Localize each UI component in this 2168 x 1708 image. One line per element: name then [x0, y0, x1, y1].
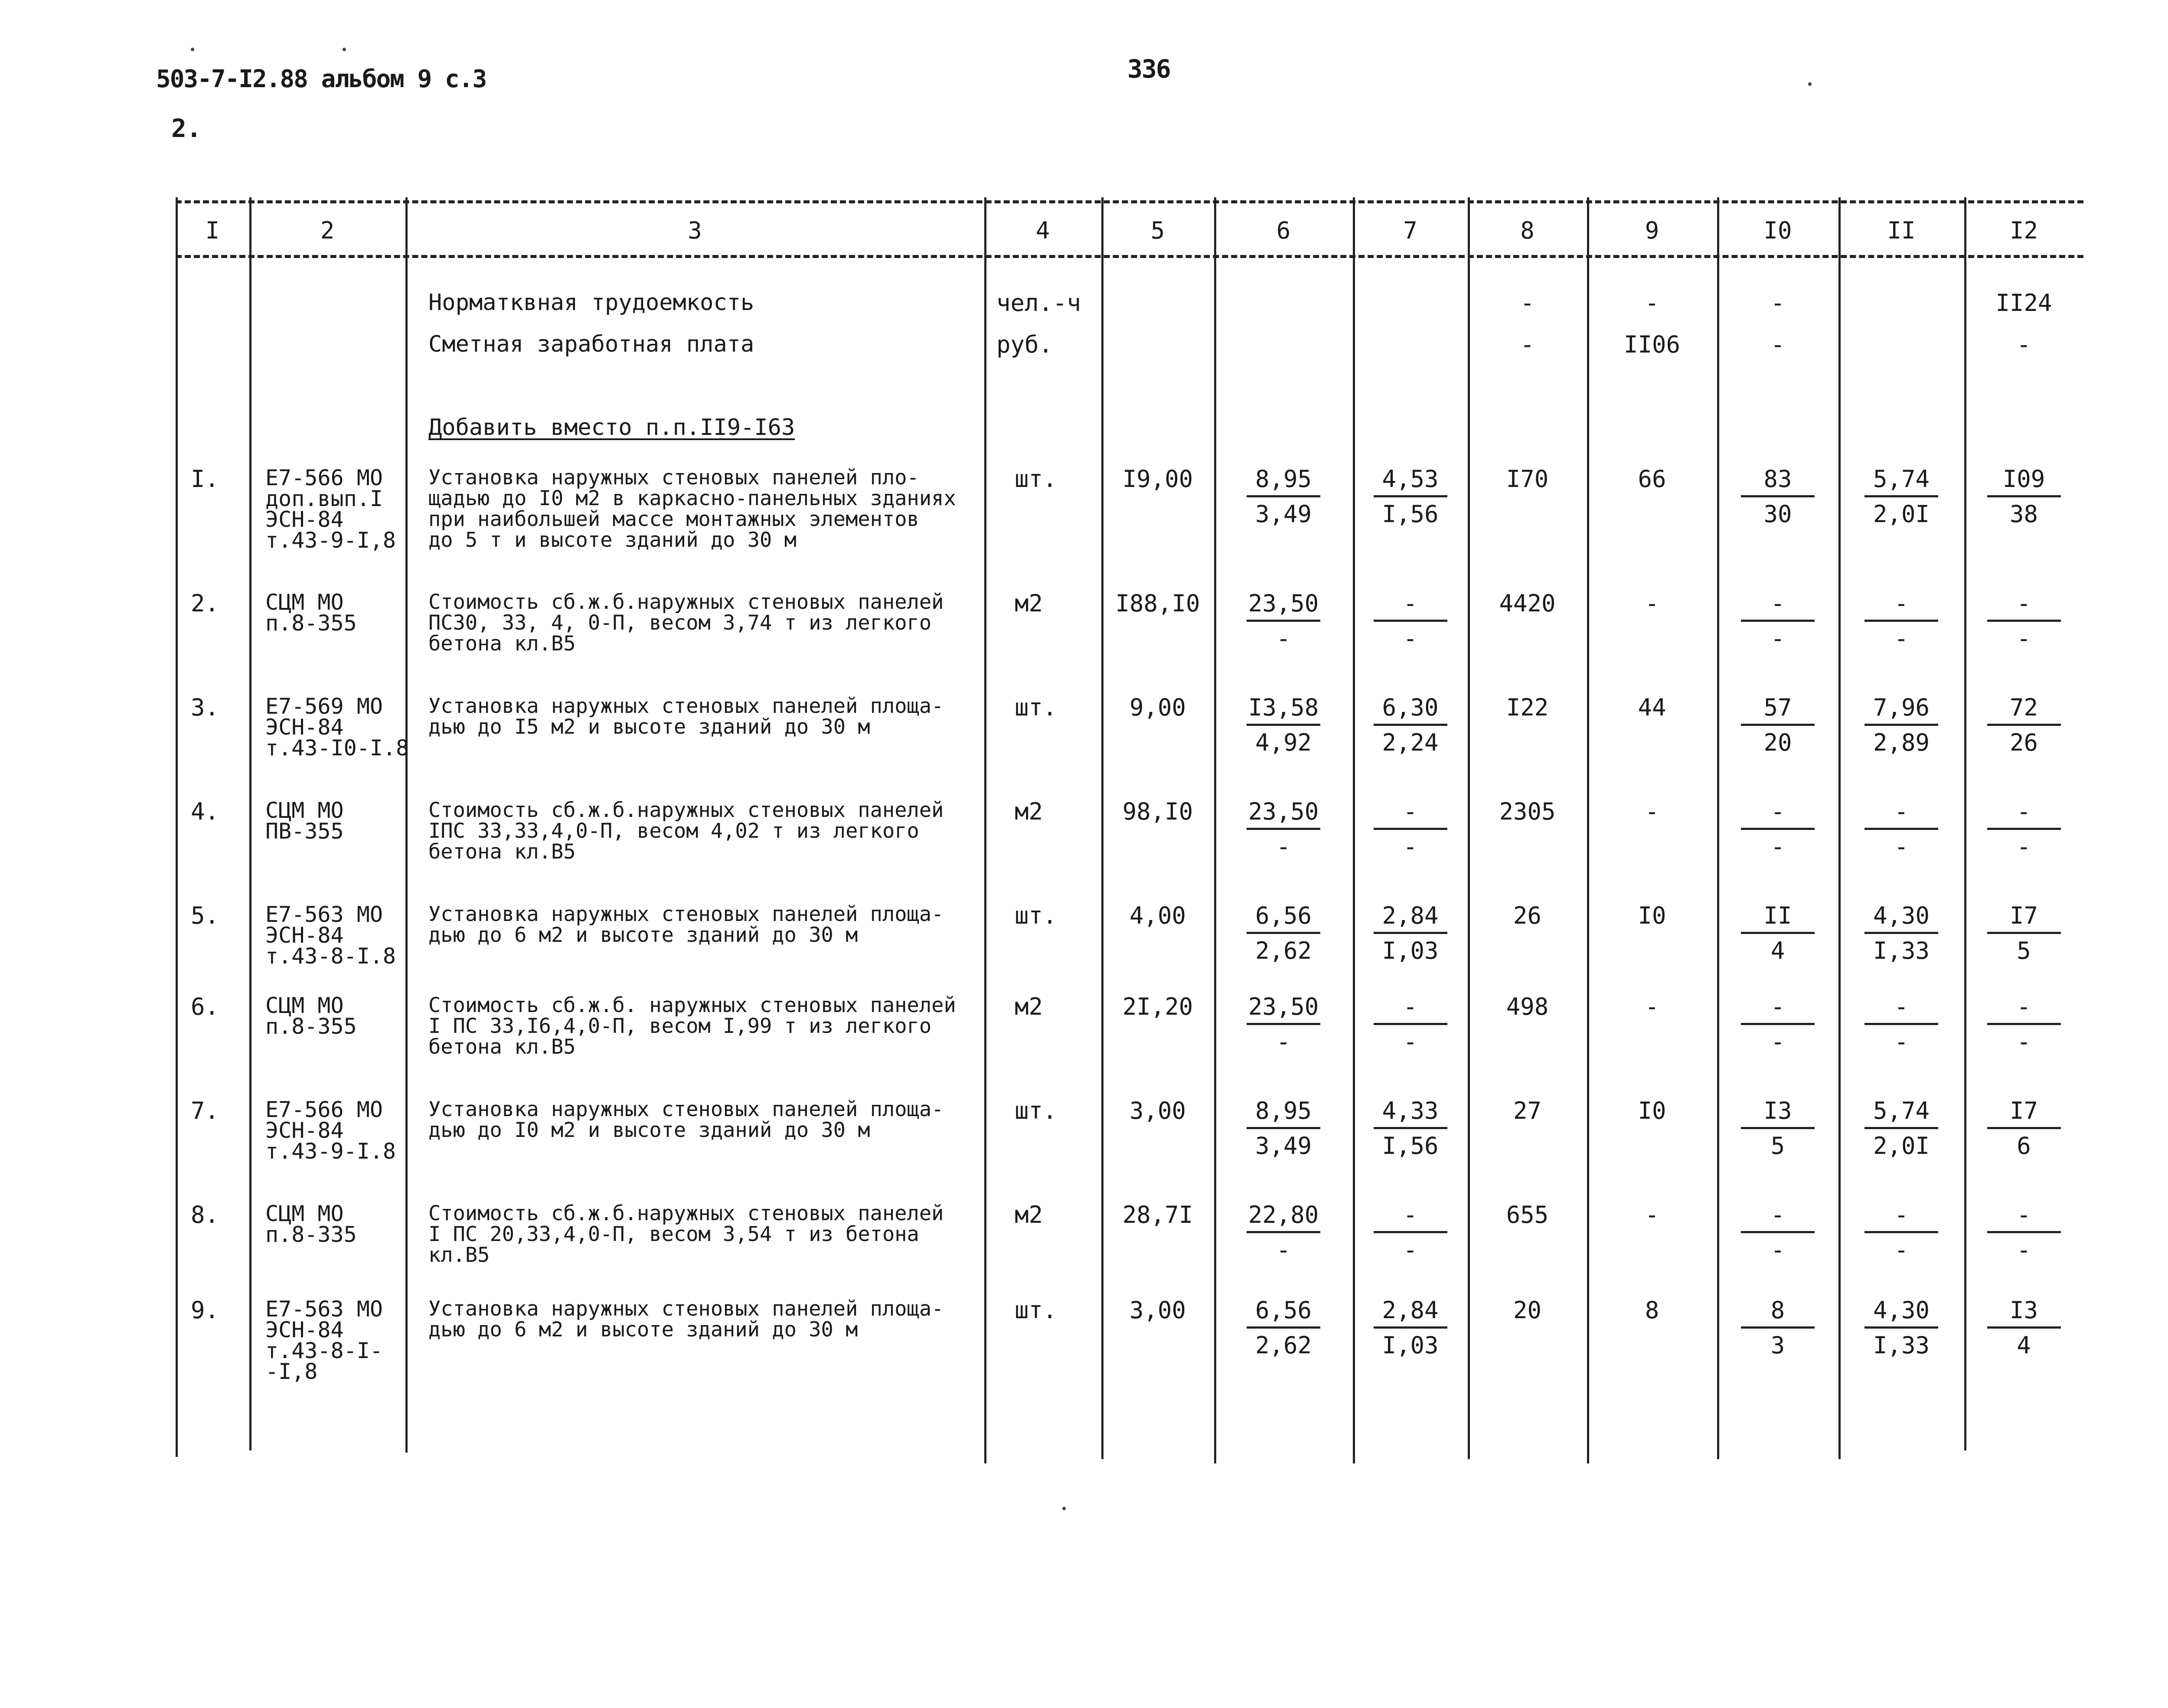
row-col12-denominator: - — [2017, 1236, 2031, 1264]
row-col12-numerator: 72 — [1987, 696, 2061, 726]
row-col12 — [1987, 592, 2061, 652]
row-number: 9. — [191, 1297, 219, 1324]
row-quantity: 28,7I — [1122, 1201, 1193, 1228]
row-col6-denominator: - — [1276, 625, 1291, 652]
row-col10 — [1741, 467, 1815, 528]
row-code: СЦМ МО ПВ-355 — [265, 798, 344, 844]
row-col11-denominator: 2,0I — [1873, 1132, 1930, 1159]
row-col11 — [1864, 696, 1938, 756]
row-col7 — [1374, 800, 1447, 860]
summary-col10: - — [1770, 331, 1785, 358]
summary-label: Норматквная трудоемкость — [428, 290, 754, 316]
row-col11 — [1864, 1099, 1938, 1159]
column-number: II — [1887, 217, 1916, 244]
row-col10-denominator: 30 — [1763, 500, 1792, 528]
row-col10-denominator: 4 — [1770, 937, 1785, 964]
row-unit: шт. — [1015, 902, 1057, 929]
row-col7-denominator: - — [1403, 1236, 1417, 1264]
row-col11-denominator: - — [1894, 1028, 1909, 1055]
row-col10 — [1741, 696, 1815, 756]
row-col12 — [1987, 904, 2061, 964]
row-col7 — [1374, 1203, 1447, 1264]
row-col9: I0 — [1638, 1097, 1666, 1124]
row-col11 — [1864, 467, 1938, 528]
row-unit: шт. — [1015, 1297, 1057, 1324]
row-col10-denominator: - — [1770, 625, 1785, 652]
row-col9: - — [1645, 993, 1659, 1020]
row-col12 — [1987, 1203, 2061, 1264]
row-col11-numerator: 4,30 — [1864, 1299, 1938, 1329]
row-col7-denominator: - — [1403, 1028, 1417, 1055]
row-col8: 498 — [1506, 993, 1549, 1020]
column-number: 6 — [1276, 217, 1291, 244]
row-quantity: I9,00 — [1122, 465, 1193, 493]
row-col7-denominator: 2,24 — [1382, 729, 1439, 756]
row-description: Стоимость сб.ж.б.наружных стеновых панелей ПС30, 33, 4, 0-П, весом 3,74 т из легкого бетона кл.В5 — [428, 590, 944, 656]
row-col6-numerator: I3,58 — [1247, 696, 1320, 726]
row-col7 — [1374, 696, 1447, 756]
row-col11-numerator: - — [1864, 800, 1938, 830]
column-number: 2 — [320, 217, 335, 244]
column-number: 7 — [1403, 217, 1417, 244]
row-col6-numerator: 6,56 — [1247, 904, 1320, 934]
document-code: 503-7-I2.88 альбом 9 с.3 — [156, 65, 486, 93]
row-col11 — [1864, 1299, 1938, 1359]
column-number: 4 — [1035, 217, 1050, 244]
row-col7-denominator: - — [1403, 833, 1417, 860]
row-col10-denominator: 5 — [1770, 1132, 1785, 1159]
row-col12-denominator: - — [2017, 625, 2031, 652]
row-col6-numerator: 23,50 — [1247, 592, 1320, 622]
row-col8: 20 — [1513, 1297, 1542, 1324]
row-col10-denominator: - — [1770, 1028, 1785, 1055]
scan-speck — [1808, 82, 1812, 86]
row-col12-denominator: 26 — [2009, 729, 2038, 756]
row-code: Е7-563 МО ЭСН-84 т.43-8-I.8 — [265, 902, 396, 969]
row-col6-numerator: 6,56 — [1247, 1299, 1320, 1329]
row-col6 — [1247, 592, 1320, 652]
row-col11-numerator: 4,30 — [1864, 904, 1938, 934]
row-col7 — [1374, 1099, 1447, 1159]
row-col11-denominator: 2,0I — [1873, 500, 1930, 528]
row-description: Установка наружных стеновых панелей пло- щадью до I0 м2 в каркасно-панельных зданиях при наибольшей массе монтажных элементов до 5 т и высоте зданий до 30 м — [428, 466, 956, 552]
row-col6 — [1247, 1203, 1320, 1264]
row-quantity: 2I,20 — [1122, 993, 1193, 1020]
row-quantity: 3,00 — [1129, 1297, 1186, 1324]
row-col12-denominator: - — [2017, 833, 2031, 860]
row-code: Е7-566 МО доп.вып.I ЭСН-84 т.43-9-I,8 — [265, 465, 396, 553]
row-col11-numerator: - — [1864, 1203, 1938, 1233]
row-col10-denominator: 3 — [1770, 1332, 1785, 1359]
row-col7-denominator: I,56 — [1382, 500, 1439, 528]
row-col10-denominator: 20 — [1763, 729, 1792, 756]
row-number: 2. — [191, 590, 219, 617]
section-number: 2. — [171, 114, 202, 143]
row-col7-numerator: 4,53 — [1374, 467, 1447, 497]
row-col12-denominator: 6 — [2017, 1132, 2031, 1159]
row-number: 7. — [191, 1097, 219, 1124]
column-number: 3 — [688, 217, 702, 244]
row-col12-numerator: - — [1987, 1203, 2061, 1233]
row-col12-denominator: 38 — [2009, 500, 2038, 528]
row-col12-denominator: 4 — [2017, 1332, 2031, 1359]
row-quantity: 9,00 — [1129, 694, 1186, 721]
column-number: 8 — [1520, 217, 1535, 244]
row-col12 — [1987, 995, 2061, 1055]
column-divider — [405, 197, 408, 1453]
row-col6-numerator: 8,95 — [1247, 1099, 1320, 1129]
row-col8: 2305 — [1499, 798, 1556, 825]
row-col11 — [1864, 904, 1938, 964]
row-code: СЦМ МО п.8-335 — [265, 1201, 357, 1247]
row-col11 — [1864, 800, 1938, 860]
row-unit: шт. — [1015, 465, 1057, 493]
row-col6 — [1247, 1299, 1320, 1359]
row-col6-numerator: 23,50 — [1247, 995, 1320, 1025]
row-number: 4. — [191, 798, 219, 825]
row-col12 — [1987, 696, 2061, 756]
row-col7-numerator: 4,33 — [1374, 1099, 1447, 1129]
column-number: I2 — [2009, 217, 2038, 244]
row-unit: м2 — [1015, 590, 1043, 617]
row-code: Е7-566 МО ЭСН-84 т.43-9-I.8 — [265, 1097, 396, 1164]
row-col6-denominator: 4,92 — [1255, 729, 1312, 756]
row-col10-numerator: I3 — [1741, 1099, 1815, 1129]
row-col10 — [1741, 904, 1815, 964]
row-col8: 655 — [1506, 1201, 1549, 1228]
row-col11-numerator: 5,74 — [1864, 467, 1938, 497]
row-quantity: 4,00 — [1129, 902, 1186, 929]
column-divider — [176, 197, 178, 1457]
section-title: Добавить вместо п.п.II9-I63 — [428, 415, 795, 441]
header-top-rule — [176, 200, 2083, 203]
row-number: I. — [191, 465, 219, 493]
row-col9: - — [1645, 798, 1659, 825]
row-col12-numerator: - — [1987, 995, 2061, 1025]
row-col9: - — [1645, 590, 1659, 617]
row-col10 — [1741, 1099, 1815, 1159]
summary-col10: - — [1770, 289, 1785, 317]
row-col12 — [1987, 1299, 2061, 1359]
row-col8: 4420 — [1499, 590, 1556, 617]
column-divider — [1101, 197, 1104, 1459]
row-col11 — [1864, 1203, 1938, 1264]
summary-col8: - — [1520, 331, 1535, 358]
row-col7-numerator: - — [1374, 800, 1447, 830]
row-col7-numerator: - — [1374, 995, 1447, 1025]
row-description: Установка наружных стеновых панелей площа- дью до 6 м2 и высоте зданий до 30 м — [428, 1297, 944, 1342]
row-description: Установка наружных стеновых панелей площа- дью до 6 м2 и высоте зданий до 30 м — [428, 902, 944, 947]
row-col7-denominator: I,56 — [1382, 1132, 1439, 1159]
row-col11-denominator: - — [1894, 625, 1909, 652]
row-col10 — [1741, 995, 1815, 1055]
row-col12-denominator: 5 — [2017, 937, 2031, 964]
row-unit: м2 — [1015, 1201, 1043, 1228]
row-quantity: 98,I0 — [1122, 798, 1193, 825]
row-col6-denominator: 2,62 — [1255, 937, 1312, 964]
column-divider — [984, 197, 986, 1463]
row-col7-denominator: I,03 — [1382, 937, 1439, 964]
row-col10 — [1741, 800, 1815, 860]
row-col11-numerator: 7,96 — [1864, 696, 1938, 726]
row-number: 5. — [191, 902, 219, 929]
row-number: 3. — [191, 694, 219, 721]
row-col10 — [1741, 1299, 1815, 1359]
row-col6-numerator: 8,95 — [1247, 467, 1320, 497]
row-col12 — [1987, 1099, 2061, 1159]
row-description: Стоимость сб.ж.б. наружных стеновых панелей I ПС 33,I6,4,0-П, весом I,99 т из легкого бетона кл.В5 — [428, 993, 956, 1059]
row-col6-numerator: 23,50 — [1247, 800, 1320, 830]
row-col12 — [1987, 467, 2061, 528]
row-col7 — [1374, 995, 1447, 1055]
summary-label: Сметная заработная плата — [428, 331, 754, 357]
row-col6 — [1247, 800, 1320, 860]
row-col7-numerator: - — [1374, 1203, 1447, 1233]
scan-speck — [191, 48, 194, 51]
row-col9: 66 — [1638, 465, 1666, 493]
row-col8: 27 — [1513, 1097, 1542, 1124]
row-code: Е7-569 МО ЭСН-84 т.43-I0-I.8 — [265, 694, 409, 761]
row-col8: I22 — [1506, 694, 1549, 721]
summary-col12: II24 — [1995, 289, 2052, 317]
row-col11-denominator: 2,89 — [1873, 729, 1930, 756]
row-col10-numerator: 83 — [1741, 467, 1815, 497]
row-col11-denominator: - — [1894, 1236, 1909, 1264]
row-col11-denominator: - — [1894, 833, 1909, 860]
column-divider — [1717, 197, 1719, 1459]
row-col10-numerator: - — [1741, 592, 1815, 622]
row-col11-numerator: - — [1864, 592, 1938, 622]
scan-speck — [343, 48, 346, 51]
summary-col12: - — [2017, 331, 2031, 358]
column-divider — [1838, 197, 1841, 1459]
row-col10-numerator: - — [1741, 995, 1815, 1025]
column-number: 5 — [1150, 217, 1165, 244]
summary-unit: чел.-ч — [996, 289, 1081, 317]
row-col6-denominator: - — [1276, 1236, 1291, 1264]
row-col6-denominator: - — [1276, 1028, 1291, 1055]
summary-col9: II06 — [1623, 331, 1681, 358]
row-col8: 26 — [1513, 902, 1542, 929]
row-col7-denominator: - — [1403, 625, 1417, 652]
row-code: СЦМ МО п.8-355 — [265, 590, 357, 636]
summary-col8: - — [1520, 289, 1535, 317]
row-col6-denominator: 3,49 — [1255, 1132, 1312, 1159]
row-col11-numerator: 5,74 — [1864, 1099, 1938, 1129]
row-col11-denominator: I,33 — [1873, 937, 1930, 964]
column-divider — [1353, 197, 1355, 1463]
row-code: Е7-563 МО ЭСН-84 т.43-8-I- -I,8 — [265, 1297, 383, 1384]
sheet-number: 336 — [1127, 54, 1170, 84]
row-col9: 8 — [1645, 1297, 1659, 1324]
column-number: I — [205, 217, 220, 244]
row-col12-numerator: - — [1987, 800, 2061, 830]
row-unit: м2 — [1015, 993, 1043, 1020]
row-col10-numerator: - — [1741, 800, 1815, 830]
row-col12-numerator: I3 — [1987, 1299, 2061, 1329]
row-col7 — [1374, 904, 1447, 964]
row-quantity: I88,I0 — [1115, 590, 1200, 617]
row-col7-numerator: - — [1374, 592, 1447, 622]
row-quantity: 3,00 — [1129, 1097, 1186, 1124]
row-number: 6. — [191, 993, 219, 1020]
column-divider — [1468, 197, 1470, 1459]
row-col7-numerator: 2,84 — [1374, 1299, 1447, 1329]
summary-unit: руб. — [996, 331, 1053, 358]
row-col10 — [1741, 1203, 1815, 1264]
row-unit: м2 — [1015, 798, 1043, 825]
column-divider — [1964, 197, 1966, 1450]
row-col10-numerator: 57 — [1741, 696, 1815, 726]
row-col9: 44 — [1638, 694, 1666, 721]
row-col6 — [1247, 1099, 1320, 1159]
row-col7 — [1374, 467, 1447, 528]
row-col7 — [1374, 1299, 1447, 1359]
scan-speck — [1062, 1507, 1066, 1510]
row-col9: I0 — [1638, 902, 1666, 929]
row-col6 — [1247, 995, 1320, 1055]
row-col10 — [1741, 592, 1815, 652]
summary-col9: - — [1645, 289, 1659, 317]
row-col11 — [1864, 995, 1938, 1055]
row-col12-numerator: I7 — [1987, 1099, 2061, 1129]
row-col10-numerator: 8 — [1741, 1299, 1815, 1329]
row-col12 — [1987, 800, 2061, 860]
row-col6 — [1247, 696, 1320, 756]
row-code: СЦМ МО п.8-355 — [265, 993, 357, 1039]
row-col7-numerator: 6,30 — [1374, 696, 1447, 726]
row-col7-numerator: 2,84 — [1374, 904, 1447, 934]
row-col6-denominator: - — [1276, 833, 1291, 860]
row-col10-numerator: II — [1741, 904, 1815, 934]
row-col6 — [1247, 904, 1320, 964]
row-description: Установка наружных стеновых панелей площа- дью до I0 м2 и высоте зданий до 30 м — [428, 1097, 944, 1142]
row-col6-numerator: 22,80 — [1247, 1203, 1320, 1233]
row-col7-denominator: I,03 — [1382, 1332, 1439, 1359]
row-description: Установка наружных стеновых панелей площа- дью до I5 м2 и высоте зданий до 30 м — [428, 694, 944, 739]
row-col9: - — [1645, 1201, 1659, 1228]
row-col11-numerator: - — [1864, 995, 1938, 1025]
row-col8: I70 — [1506, 465, 1549, 493]
row-col10-denominator: - — [1770, 833, 1785, 860]
row-col7 — [1374, 592, 1447, 652]
header-bottom-rule — [176, 255, 2083, 258]
row-col11-denominator: I,33 — [1873, 1332, 1930, 1359]
row-col12-denominator: - — [2017, 1028, 2031, 1055]
column-divider — [249, 197, 251, 1450]
row-col10-denominator: - — [1770, 1236, 1785, 1264]
row-col12-numerator: I7 — [1987, 904, 2061, 934]
column-divider — [1214, 197, 1216, 1463]
row-unit: шт. — [1015, 694, 1057, 721]
column-number: 9 — [1645, 217, 1659, 244]
row-number: 8. — [191, 1201, 219, 1228]
row-description: Стоимость сб.ж.б.наружных стеновых панелей I ПС 20,33,4,0-П, весом 3,54 т из бетона кл.В5 — [428, 1202, 944, 1267]
row-col10-numerator: - — [1741, 1203, 1815, 1233]
row-col11 — [1864, 592, 1938, 652]
row-description: Стоимость сб.ж.б.наружных стеновых панелей IПС 33,33,4,0-П, весом 4,02 т из легкого бетона кл.В5 — [428, 798, 944, 864]
row-col6-denominator: 2,62 — [1255, 1332, 1312, 1359]
row-unit: шт. — [1015, 1097, 1057, 1124]
row-col12-numerator: I09 — [1987, 467, 2061, 497]
column-number: I0 — [1763, 217, 1792, 244]
row-col6 — [1247, 467, 1320, 528]
row-col12-numerator: - — [1987, 592, 2061, 622]
row-col6-denominator: 3,49 — [1255, 500, 1312, 528]
column-divider — [1587, 197, 1589, 1463]
